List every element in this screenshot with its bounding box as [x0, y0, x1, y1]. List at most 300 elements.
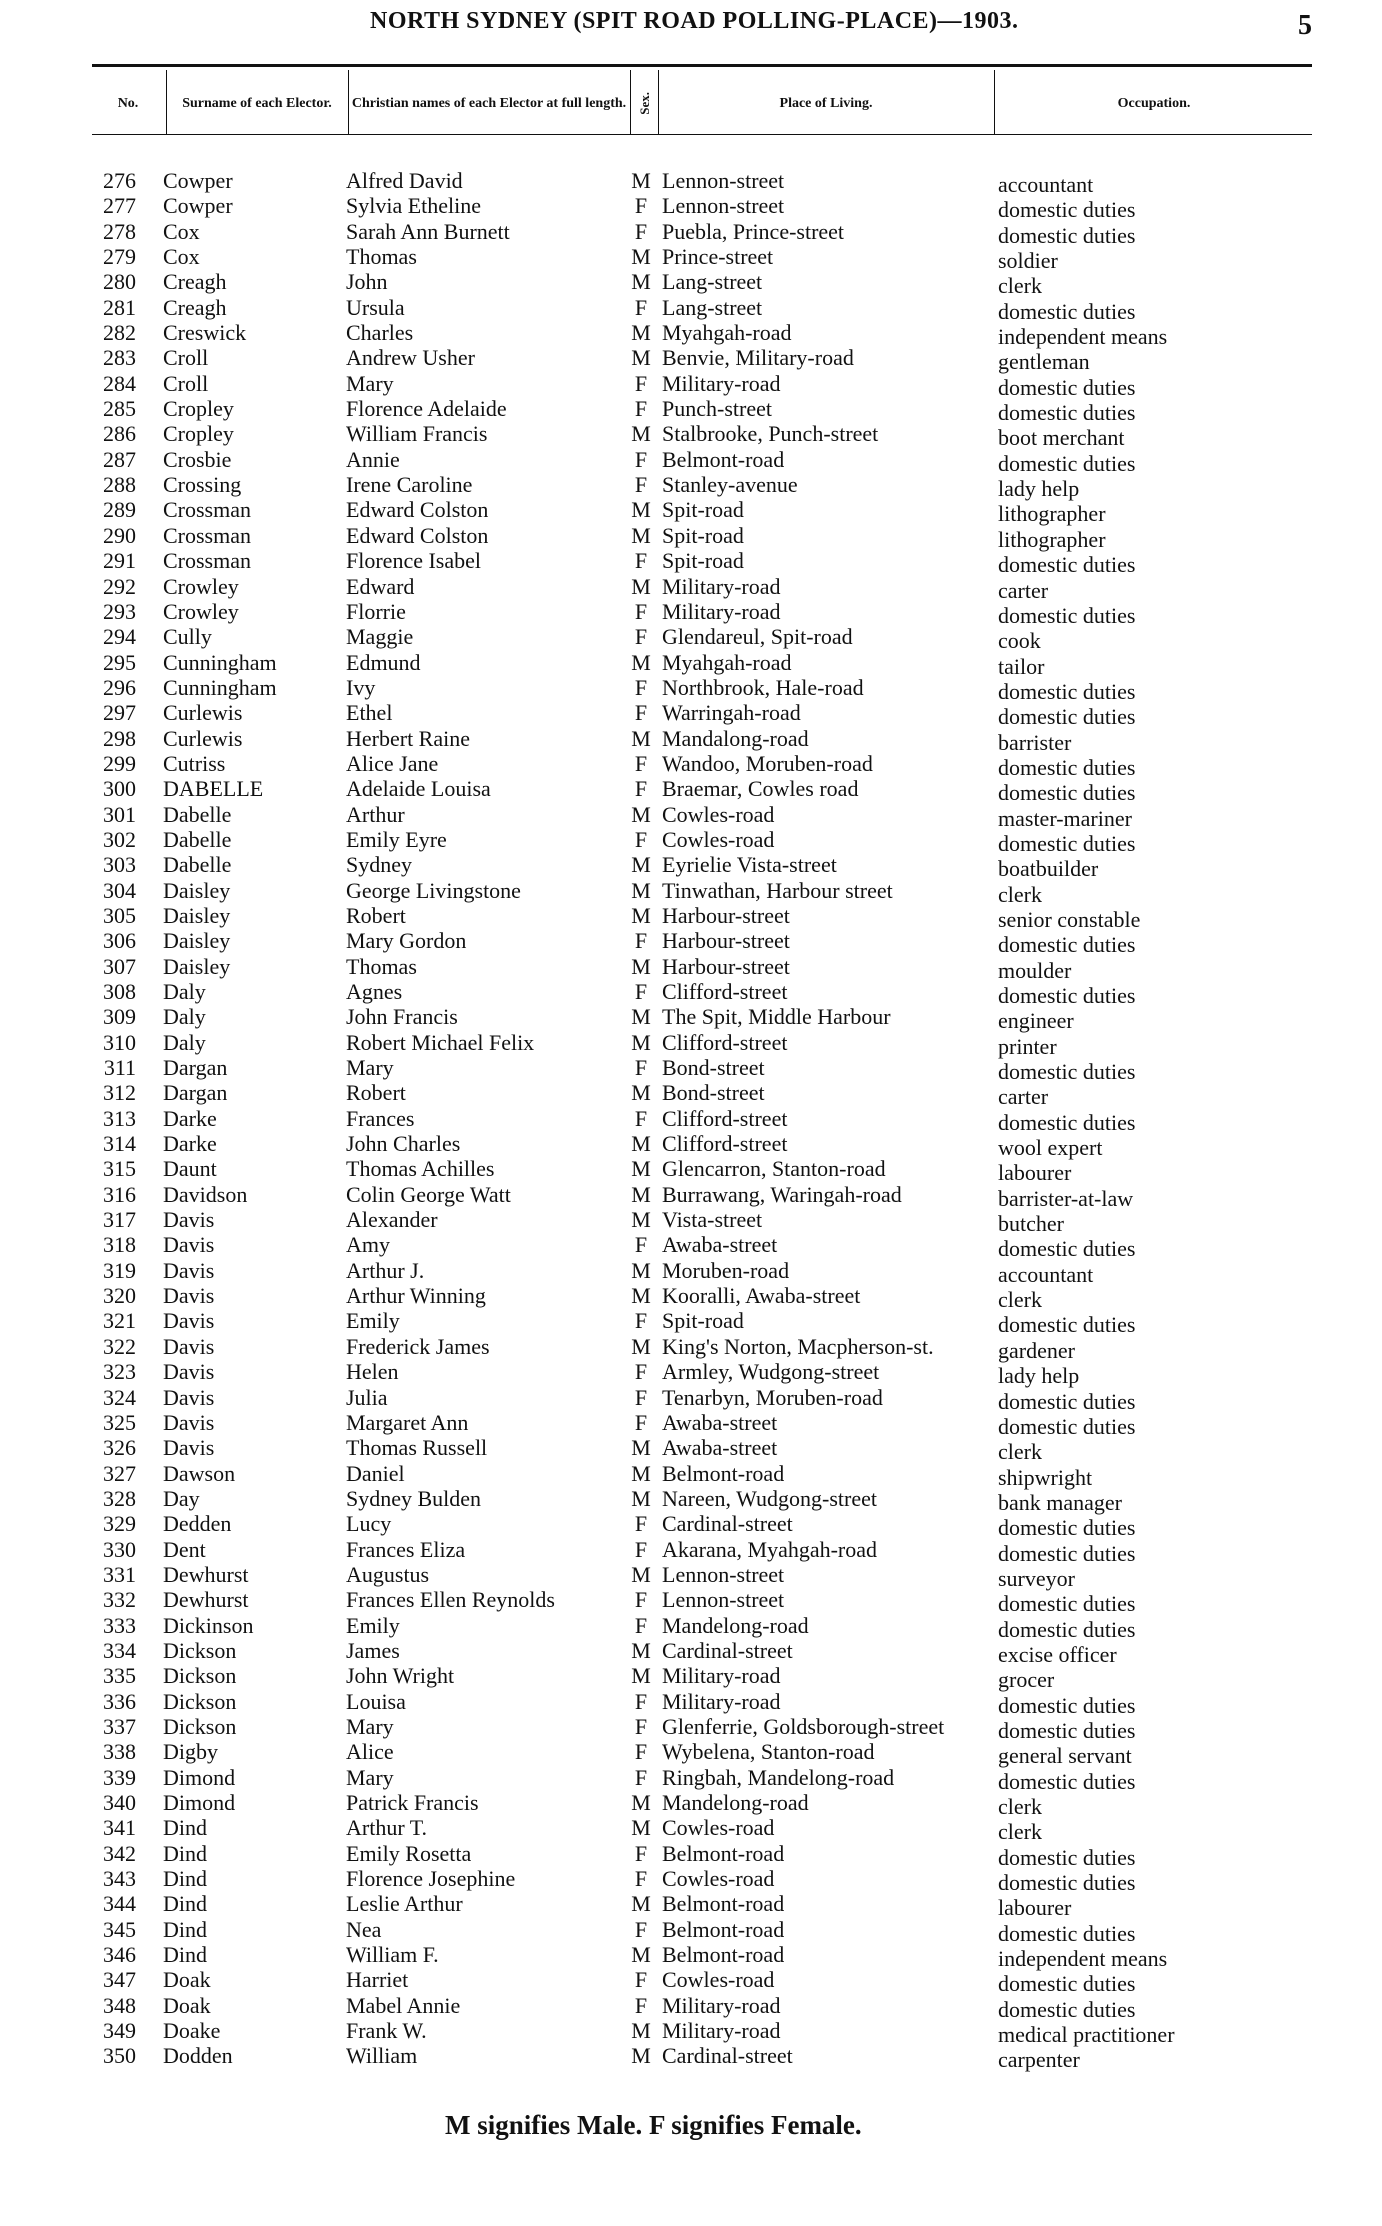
elector-sex: M	[631, 497, 651, 523]
elector-surname: Darke	[163, 1131, 217, 1157]
elector-place-of-living: Wybelena, Stanton-road	[662, 1739, 875, 1765]
elector-occupation: domestic duties	[998, 678, 1136, 704]
elector-surname: Crossing	[163, 472, 242, 498]
column-header-christian-names: Christian names of each Elector at full length.	[351, 95, 627, 111]
elector-place-of-living: Spit-road	[662, 1308, 744, 1334]
elector-surname: Dind	[163, 1942, 207, 1968]
elector-number: 303	[103, 852, 136, 878]
elector-number: 279	[103, 244, 136, 270]
elector-number: 282	[103, 320, 136, 346]
elector-place-of-living: Clifford-street	[662, 1131, 788, 1157]
elector-sex: F	[634, 1384, 648, 1410]
elector-surname: Doak	[163, 1992, 211, 2018]
elector-occupation: printer	[998, 1033, 1057, 1059]
elector-occupation: lithographer	[998, 526, 1106, 552]
elector-number: 339	[103, 1764, 136, 1790]
elector-occupation: lady help	[998, 1363, 1080, 1389]
elector-place-of-living: The Spit, Middle Harbour	[662, 1004, 891, 1030]
elector-surname: Creswick	[163, 320, 247, 346]
table-row	[0, 1840, 1382, 1870]
elector-sex: F	[634, 1105, 648, 1131]
elector-occupation: domestic duties	[998, 932, 1136, 958]
elector-number: 331	[103, 1561, 136, 1587]
elector-christian-names: Ursula	[346, 294, 405, 320]
elector-sex: M	[631, 1333, 651, 1359]
elector-sex: F	[634, 1055, 648, 1081]
elector-place-of-living: Cowles-road	[662, 1866, 775, 1892]
elector-christian-names: William Francis	[346, 421, 488, 447]
elector-occupation: lady help	[998, 476, 1080, 502]
table-row	[0, 370, 1382, 400]
table-row	[0, 928, 1382, 958]
elector-place-of-living: Kooralli, Awaba-street	[662, 1283, 861, 1309]
elector-sex: F	[634, 1359, 648, 1385]
elector-number: 328	[103, 1485, 136, 1511]
elector-surname: Dind	[163, 1866, 207, 1892]
elector-number: 325	[103, 1409, 136, 1435]
elector-occupation: domestic duties	[998, 704, 1136, 730]
column-header-surname: Surname of each Elector.	[182, 95, 332, 111]
elector-sex: M	[631, 1156, 651, 1182]
elector-surname: Dewhurst	[163, 1587, 249, 1613]
elector-surname: Dabelle	[163, 801, 232, 827]
table-row	[0, 801, 1382, 831]
elector-christian-names: Augustus	[346, 1561, 430, 1587]
elector-surname: Cox	[163, 218, 200, 244]
elector-sex: M	[631, 852, 651, 878]
table-row	[0, 1612, 1382, 1642]
table-row	[0, 750, 1382, 780]
elector-christian-names: Daniel	[346, 1460, 405, 1486]
elector-place-of-living: Bond-street	[662, 1080, 765, 1106]
elector-number: 297	[103, 700, 136, 726]
elector-sex: M	[631, 1257, 651, 1283]
elector-surname: Daly	[163, 979, 206, 1004]
elector-place-of-living: Armley, Wudgong-street	[662, 1359, 880, 1385]
elector-occupation: domestic duties	[998, 1692, 1136, 1718]
table-row	[0, 1004, 1382, 1034]
table-row	[0, 345, 1382, 375]
elector-occupation: accountant	[998, 172, 1094, 197]
elector-surname: Dimond	[163, 1790, 236, 1815]
elector-sex: F	[634, 218, 648, 244]
column-header-occupation: Occupation.	[1117, 95, 1191, 111]
column-divider	[630, 70, 631, 134]
elector-christian-names: Colin George Watt	[346, 1181, 511, 1207]
elector-number: 288	[103, 472, 136, 498]
elector-christian-names: Arthur Winning	[346, 1283, 486, 1309]
elector-place-of-living: Spit-road	[662, 548, 744, 574]
elector-place-of-living: Stanley-avenue	[662, 472, 798, 498]
elector-occupation: domestic duties	[998, 754, 1136, 780]
elector-occupation: medical practitioner	[998, 2022, 1175, 2048]
elector-place-of-living: Burrawang, Waringah-road	[662, 1181, 902, 1207]
elector-number: 327	[103, 1460, 136, 1486]
elector-christian-names: Emily Eyre	[346, 826, 447, 852]
elector-occupation: excise officer	[998, 1641, 1117, 1667]
elector-sex: F	[634, 370, 648, 396]
elector-christian-names: Frederick James	[346, 1333, 490, 1359]
elector-sex: M	[631, 953, 651, 979]
elector-place-of-living: Cowles-road	[662, 1967, 775, 1993]
elector-place-of-living: Lennon-street	[662, 168, 785, 193]
elector-christian-names: Arthur T.	[346, 1815, 428, 1841]
table-row	[0, 1232, 1382, 1262]
elector-place-of-living: Nareen, Wudgong-street	[662, 1485, 877, 1511]
elector-christian-names: Ivy	[346, 674, 376, 700]
elector-surname: Dewhurst	[163, 1561, 249, 1587]
elector-number: 289	[103, 497, 136, 523]
elector-christian-names: Alice	[346, 1739, 394, 1765]
elector-occupation: domestic duties	[998, 1920, 1136, 1946]
elector-place-of-living: Ringbah, Mandelong-road	[662, 1764, 895, 1790]
elector-number: 301	[103, 801, 136, 827]
elector-christian-names: Mary	[346, 1764, 394, 1790]
elector-place-of-living: Vista-street	[662, 1207, 763, 1233]
table-row	[0, 193, 1382, 223]
column-header-sex: Sex.	[636, 91, 652, 115]
elector-occupation: moulder	[998, 957, 1072, 983]
elector-christian-names: Annie	[346, 446, 400, 472]
elector-place-of-living: Military-road	[662, 1992, 781, 2018]
elector-occupation: gardener	[998, 1337, 1075, 1363]
elector-sex: F	[634, 1308, 648, 1334]
elector-christian-names: Sylvia Etheline	[346, 193, 482, 219]
elector-place-of-living: Mandelong-road	[662, 1612, 809, 1638]
elector-sex: F	[634, 1840, 648, 1866]
elector-place-of-living: Awaba-street	[662, 1435, 778, 1461]
elector-occupation: domestic duties	[998, 1717, 1136, 1743]
elector-number: 350	[103, 2043, 136, 2069]
elector-christian-names: Helen	[346, 1359, 399, 1385]
elector-place-of-living: Belmont-road	[662, 1942, 785, 1968]
elector-place-of-living: Benvie, Military-road	[662, 345, 854, 371]
elector-surname: Dimond	[163, 1764, 236, 1790]
elector-occupation: domestic duties	[998, 298, 1136, 324]
elector-occupation: bank manager	[998, 1489, 1122, 1515]
elector-number: 318	[103, 1232, 136, 1258]
elector-sex: F	[634, 598, 648, 624]
table-row	[0, 877, 1382, 907]
elector-surname: Davis	[163, 1333, 215, 1359]
table-row	[0, 548, 1382, 578]
elector-sex: F	[634, 446, 648, 472]
elector-occupation: surveyor	[998, 1565, 1075, 1591]
elector-christian-names: Mary	[346, 1055, 394, 1081]
table-row	[0, 1713, 1382, 1743]
elector-number: 311	[103, 1055, 136, 1081]
elector-christian-names: Emily	[346, 1612, 400, 1638]
elector-occupation: independent means	[998, 324, 1168, 350]
elector-occupation: domestic duties	[998, 222, 1136, 248]
elector-place-of-living: Lennon-street	[662, 193, 785, 219]
elector-christian-names: Thomas	[346, 953, 417, 979]
elector-number: 308	[103, 979, 136, 1004]
elector-surname: Dent	[163, 1536, 206, 1562]
elector-number: 291	[103, 548, 136, 574]
elector-sex: F	[634, 1713, 648, 1739]
elector-christian-names: Sarah Ann Burnett	[346, 218, 510, 244]
elector-sex: M	[631, 902, 651, 928]
elector-number: 281	[103, 294, 136, 320]
elector-number: 343	[103, 1866, 136, 1892]
elector-christian-names: Charles	[346, 320, 414, 346]
table-row	[0, 168, 1382, 197]
table-row	[0, 396, 1382, 426]
elector-christian-names: Amy	[346, 1232, 390, 1258]
elector-sex: M	[631, 1637, 651, 1663]
table-row	[0, 1105, 1382, 1135]
elector-christian-names: Frances Ellen Reynolds	[346, 1587, 555, 1613]
elector-surname: Dind	[163, 1840, 207, 1866]
elector-sex: M	[631, 1029, 651, 1055]
elector-surname: Crossman	[163, 522, 251, 548]
elector-place-of-living: Military-road	[662, 2018, 781, 2044]
table-row	[0, 1891, 1382, 1921]
elector-number: 287	[103, 446, 136, 472]
elector-occupation: domestic duties	[998, 1236, 1136, 1262]
elector-number: 278	[103, 218, 136, 244]
elector-sex: F	[634, 1764, 648, 1790]
elector-sex: F	[634, 1409, 648, 1435]
elector-christian-names: Robert	[346, 1080, 406, 1106]
table-row	[0, 1587, 1382, 1617]
elector-place-of-living: Military-road	[662, 598, 781, 624]
elector-christian-names: Andrew Usher	[346, 345, 475, 371]
elector-christian-names: Sydney	[346, 852, 412, 878]
elector-occupation: domestic duties	[998, 1109, 1136, 1135]
elector-occupation: domestic duties	[998, 1515, 1136, 1541]
elector-christian-names: James	[346, 1637, 400, 1663]
elector-christian-names: Robert	[346, 902, 406, 928]
elector-number: 298	[103, 725, 136, 751]
elector-occupation: domestic duties	[998, 1844, 1136, 1870]
elector-sex: F	[634, 826, 648, 852]
elector-number: 335	[103, 1663, 136, 1689]
elector-surname: Crowley	[163, 573, 239, 599]
elector-christian-names: Margaret Ann	[346, 1409, 469, 1435]
elector-sex: F	[634, 1992, 648, 2018]
elector-number: 283	[103, 345, 136, 371]
elector-christian-names: Florence Josephine	[346, 1866, 516, 1892]
elector-christian-names: Thomas	[346, 244, 417, 270]
table-row	[0, 1866, 1382, 1896]
elector-sex: F	[634, 674, 648, 700]
elector-sex: F	[634, 624, 648, 650]
table-row	[0, 1663, 1382, 1693]
elector-christian-names: Adelaide Louisa	[346, 776, 491, 802]
elector-number: 277	[103, 193, 136, 219]
table-row	[0, 218, 1382, 248]
elector-sex: M	[631, 725, 651, 751]
elector-sex: F	[634, 700, 648, 726]
elector-number: 276	[103, 168, 136, 193]
elector-sex: M	[631, 1663, 651, 1689]
elector-christian-names: John Francis	[346, 1004, 458, 1030]
elector-christian-names: Harriet	[346, 1967, 409, 1993]
elector-occupation: grocer	[998, 1667, 1055, 1693]
elector-number: 295	[103, 649, 136, 675]
elector-sex: M	[631, 573, 651, 599]
elector-sex: M	[631, 1561, 651, 1587]
elector-sex: F	[634, 396, 648, 422]
elector-occupation: domestic duties	[998, 1768, 1136, 1794]
elector-place-of-living: Lang-street	[662, 269, 763, 295]
elector-place-of-living: Cardinal-street	[662, 1511, 793, 1537]
elector-christian-names: Leslie Arthur	[346, 1891, 463, 1917]
elector-christian-names: Edward Colston	[346, 497, 489, 523]
elector-christian-names: Ethel	[346, 700, 393, 726]
elector-christian-names: Edward	[346, 573, 415, 599]
elector-sex: F	[634, 1916, 648, 1942]
elector-occupation: domestic duties	[998, 374, 1136, 400]
elector-sex: M	[631, 1435, 651, 1461]
elector-christian-names: Robert Michael Felix	[346, 1029, 535, 1055]
elector-number: 323	[103, 1359, 136, 1385]
elector-sex: F	[634, 1612, 648, 1638]
elector-sex: M	[631, 1460, 651, 1486]
elector-place-of-living: Myahgah-road	[662, 649, 792, 675]
table-row	[0, 1308, 1382, 1338]
elector-christian-names: Edward Colston	[346, 522, 489, 548]
elector-sex: F	[634, 193, 648, 219]
elector-surname: Davis	[163, 1232, 215, 1258]
elector-sex: F	[634, 776, 648, 802]
elector-christian-names: Arthur	[346, 801, 405, 827]
elector-surname: Davis	[163, 1283, 215, 1309]
elector-sex: F	[634, 928, 648, 954]
elector-place-of-living: Belmont-road	[662, 446, 785, 472]
elector-place-of-living: Harbour-street	[662, 953, 790, 979]
elector-sex: M	[631, 1283, 651, 1309]
elector-place-of-living: Military-road	[662, 1663, 781, 1689]
elector-sex: M	[631, 1207, 651, 1233]
elector-sex: M	[631, 1790, 651, 1815]
elector-christian-names: Emily	[346, 1308, 400, 1334]
elector-occupation: clerk	[998, 1819, 1042, 1845]
elector-place-of-living: Mandelong-road	[662, 1790, 809, 1815]
elector-occupation: independent means	[998, 1946, 1168, 1972]
elector-number: 286	[103, 421, 136, 447]
elector-surname: Croll	[163, 345, 209, 371]
elector-sex: F	[634, 1511, 648, 1537]
elector-place-of-living: Wandoo, Moruben-road	[662, 750, 873, 776]
elector-place-of-living: Military-road	[662, 573, 781, 599]
table-row	[0, 1764, 1382, 1794]
elector-christian-names: Alexander	[346, 1207, 438, 1233]
elector-place-of-living: Prince-street	[662, 244, 774, 270]
table-row	[0, 2043, 1382, 2073]
elector-occupation: gentleman	[998, 349, 1090, 375]
elector-sex: M	[631, 1485, 651, 1511]
table-row	[0, 1637, 1382, 1667]
elector-number: 324	[103, 1384, 136, 1410]
elector-christian-names: Alfred David	[346, 168, 463, 193]
elector-number: 321	[103, 1308, 136, 1334]
elector-christian-names: John Wright	[346, 1663, 455, 1689]
elector-occupation: boot merchant	[998, 425, 1125, 451]
elector-occupation: cook	[998, 628, 1041, 654]
elector-christian-names: Lucy	[346, 1511, 392, 1537]
elector-place-of-living: Tenarbyn, Moruben-road	[662, 1384, 883, 1410]
elector-surname: Dedden	[163, 1511, 232, 1537]
elector-place-of-living: Lennon-street	[662, 1561, 785, 1587]
elector-surname: Cully	[163, 624, 212, 650]
elector-surname: Cropley	[163, 396, 234, 422]
elector-surname: Davis	[163, 1207, 215, 1233]
table-row	[0, 1080, 1382, 1110]
table-row	[0, 776, 1382, 806]
elector-number: 307	[103, 953, 136, 979]
table-row	[0, 573, 1382, 603]
elector-occupation: soldier	[998, 248, 1058, 274]
elector-sex: M	[631, 1815, 651, 1841]
elector-surname: Cropley	[163, 421, 234, 447]
elector-christian-names: Alice Jane	[346, 750, 439, 776]
table-row	[0, 649, 1382, 679]
table-row	[0, 446, 1382, 476]
elector-occupation: domestic duties	[998, 1996, 1136, 2022]
elector-surname: Davis	[163, 1359, 215, 1385]
elector-surname: Croll	[163, 370, 209, 396]
elector-sex: M	[631, 1942, 651, 1968]
elector-place-of-living: Eyrielie Vista-street	[662, 852, 837, 878]
elector-surname: Daisley	[163, 928, 231, 954]
table-row	[0, 1156, 1382, 1186]
elector-surname: Cutriss	[163, 750, 226, 776]
elector-number: 329	[103, 1511, 136, 1537]
table-row	[0, 598, 1382, 628]
table-row	[0, 1283, 1382, 1313]
elector-surname: Curlewis	[163, 725, 243, 751]
elector-surname: Dind	[163, 1891, 207, 1917]
elector-place-of-living: Lang-street	[662, 294, 763, 320]
elector-number: 280	[103, 269, 136, 295]
elector-christian-names: George Livingstone	[346, 877, 521, 903]
elector-christian-names: Florence Isabel	[346, 548, 481, 574]
table-row	[0, 1029, 1382, 1059]
elector-occupation: domestic duties	[998, 830, 1136, 856]
elector-occupation: labourer	[998, 1895, 1072, 1921]
elector-surname: Dickinson	[163, 1612, 254, 1638]
elector-sex: F	[634, 1232, 648, 1258]
elector-surname: Cox	[163, 244, 200, 270]
elector-sex: M	[631, 522, 651, 548]
elector-number: 305	[103, 902, 136, 928]
table-row	[0, 1739, 1382, 1769]
elector-occupation: wool expert	[998, 1135, 1103, 1161]
elector-christian-names: Mary	[346, 1713, 394, 1739]
elector-number: 309	[103, 1004, 136, 1030]
elector-sex: F	[634, 1688, 648, 1714]
elector-number: 326	[103, 1435, 136, 1461]
elector-surname: Daisley	[163, 953, 231, 979]
elector-surname: Dawson	[163, 1460, 236, 1486]
table-row	[0, 674, 1382, 704]
electors-list	[0, 168, 1382, 2073]
elector-place-of-living: Puebla, Prince-street	[662, 218, 845, 244]
column-divider	[166, 70, 167, 134]
elector-place-of-living: Clifford-street	[662, 1105, 788, 1131]
elector-occupation: clerk	[998, 881, 1042, 907]
table-row	[0, 294, 1382, 324]
elector-number: 344	[103, 1891, 136, 1917]
elector-sex: F	[634, 750, 648, 776]
elector-occupation: domestic duties	[998, 1312, 1136, 1338]
elector-surname: Dodden	[163, 2043, 233, 2069]
table-row	[0, 953, 1382, 983]
elector-occupation: master-mariner	[998, 805, 1132, 831]
